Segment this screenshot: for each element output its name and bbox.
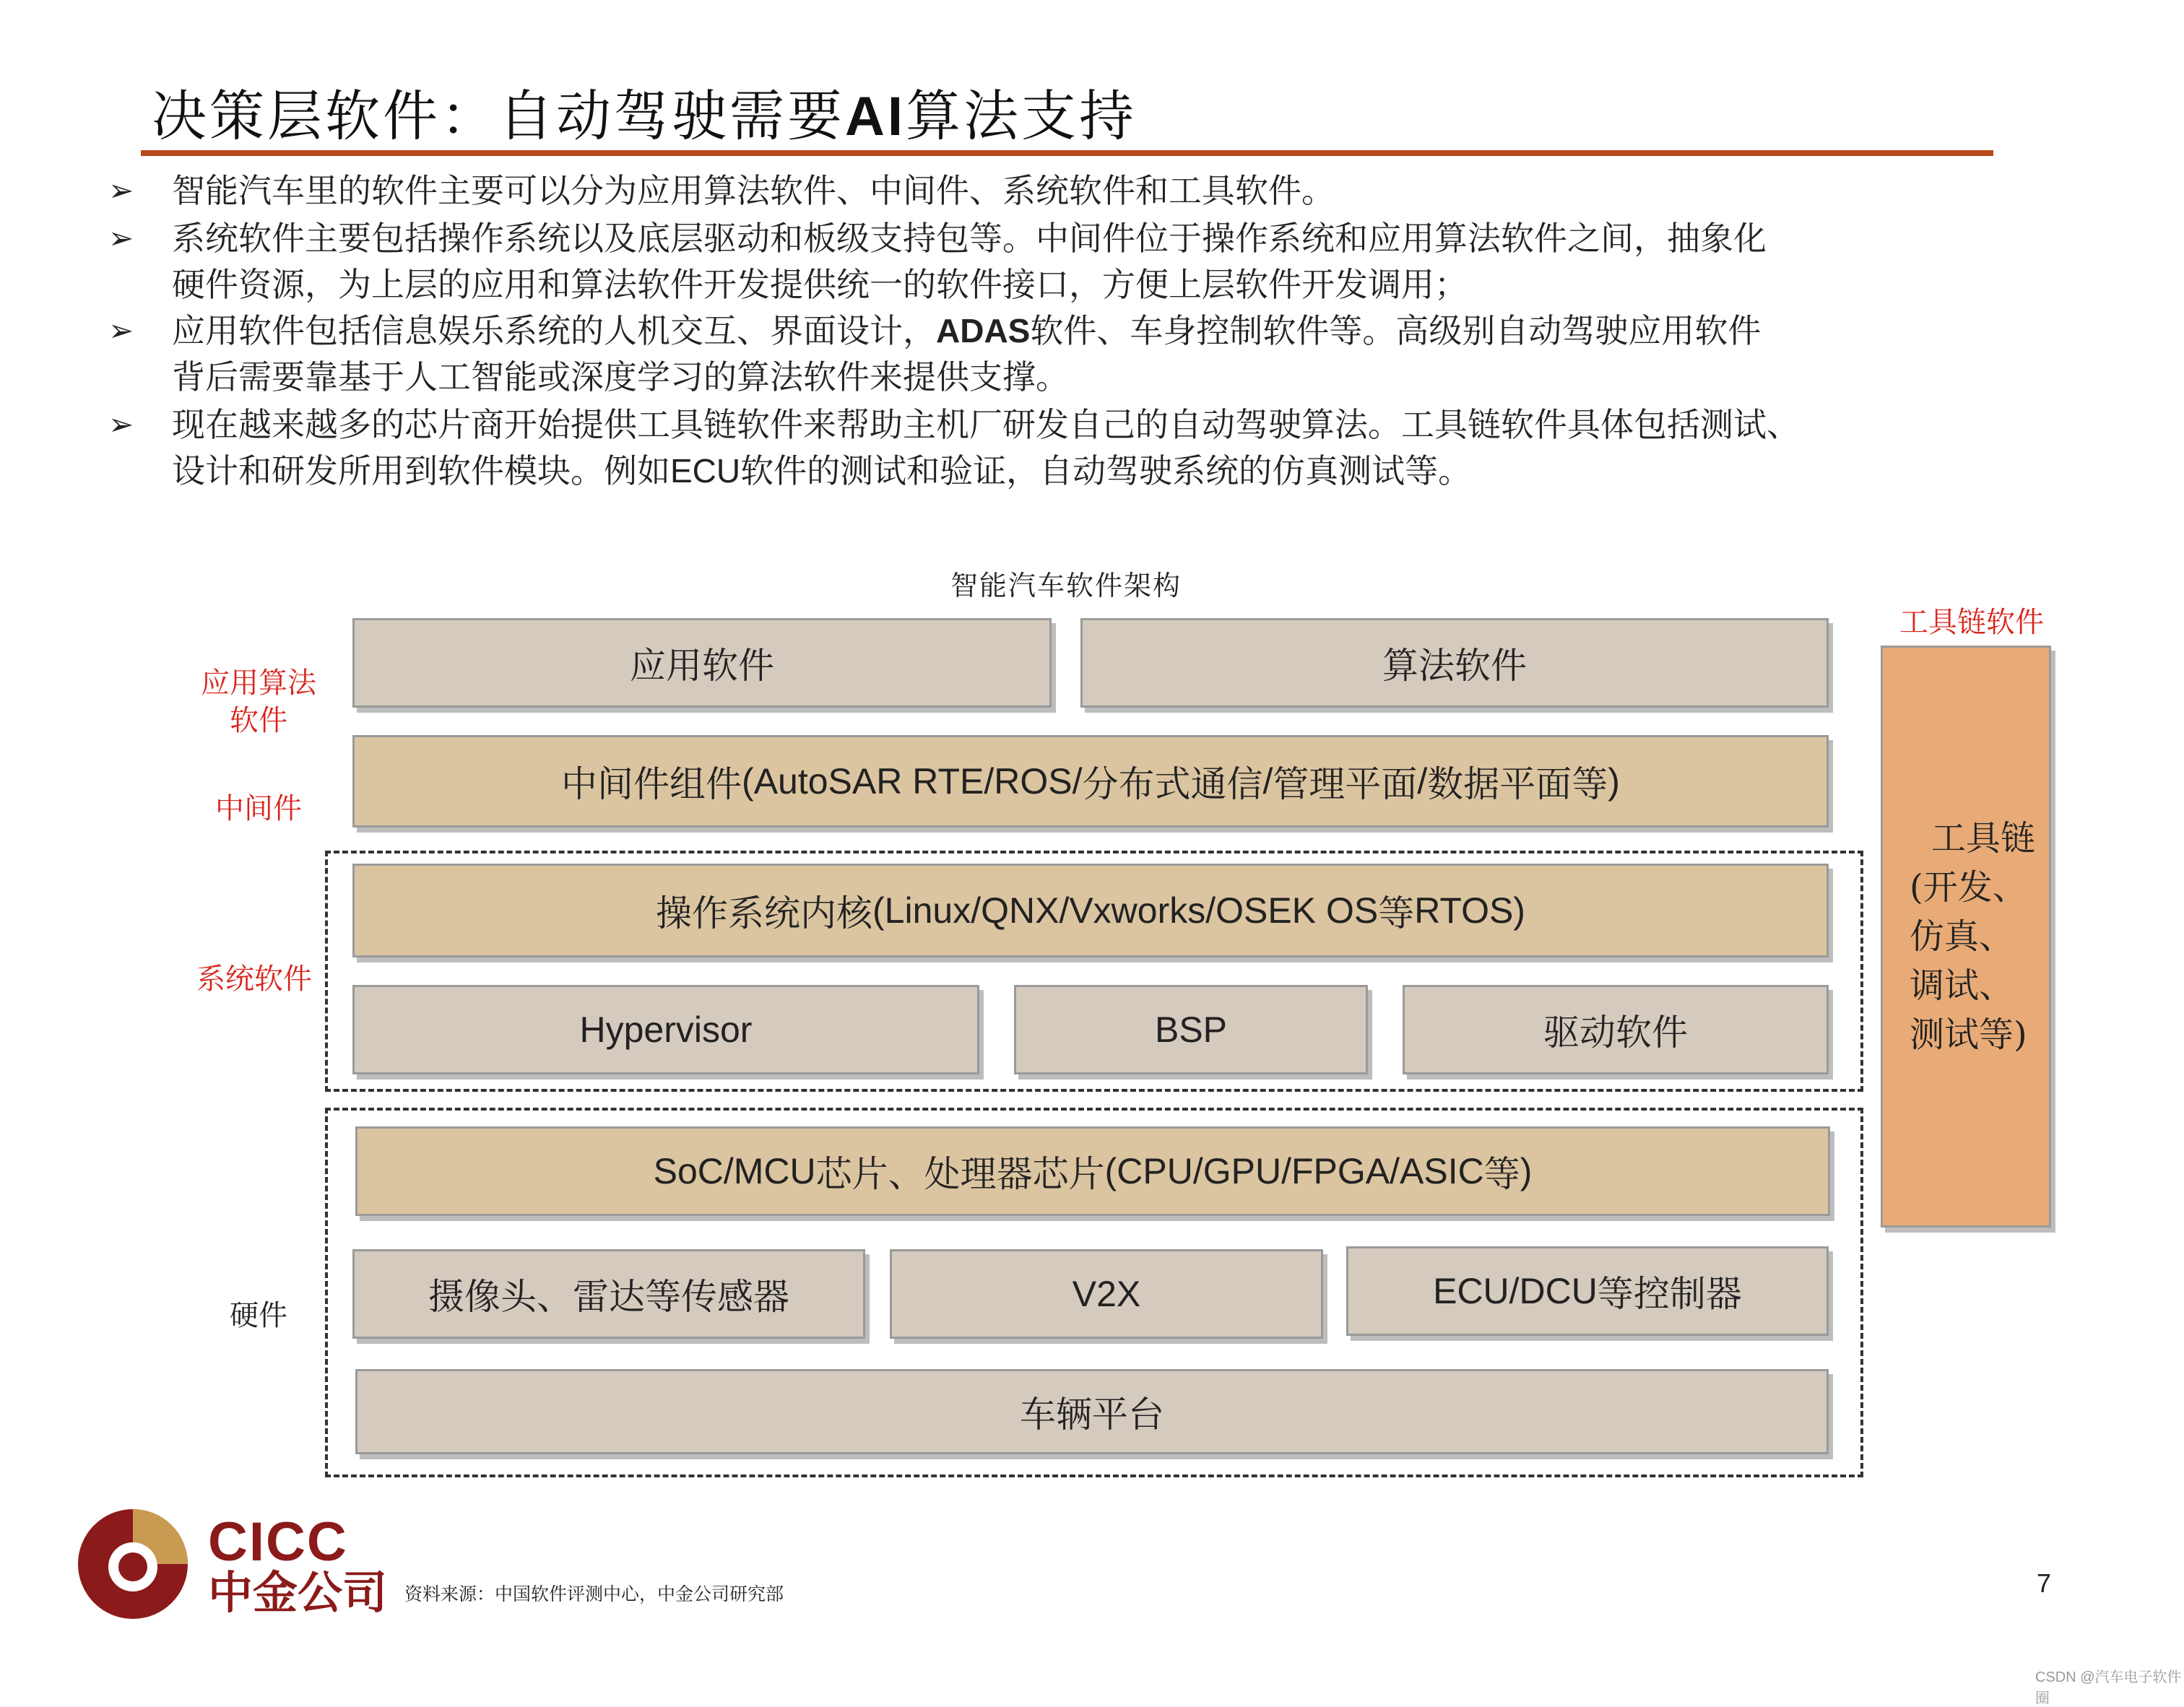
label-hardware: 硬件 [230,1299,287,1332]
title-prefix: 决策层软件：自动驾驶需要 [152,84,845,148]
page-title [152,72,1137,151]
bullet-line: 应用软件包括信息娱乐系统的人机交互、界面设计，ADAS软件、车身控制软件等。高级别自动驾驶应用软件 [172,311,1762,350]
bullet-line: 硬件资源，为上层的应用和算法软件开发提供统一的软件接口，方便上层软件开发调用； [172,265,1468,304]
bullet-line: 设计和研发所用到软件模块。例如ECU软件的测试和验证，自动驾驶系统的仿真测试等。 [172,451,1472,490]
logo-text-en: CICC [208,1511,348,1573]
bullet-line: 现在越来越多的芯片商开始提供工具链软件来帮助主机厂研发自己的自动驾驶算法。工具链软件具体包括测试、 [172,405,1800,444]
bullet-2 [108,215,2087,308]
bullet-arrow-icon: ➢ [108,313,134,348]
app-software-box: 应用软件 [352,618,1052,708]
title-ai: AI [845,86,906,147]
diagram-title: 智能汽车软件架构 [950,570,1182,601]
label-toolchain: 工具链软件 [1899,606,2044,639]
bullet-line: 系统软件主要包括操作系统以及底层驱动和板级支持包等。中间件位于操作系统和应用算法软件之间，抽象化 [172,219,1767,258]
bullet-arrow-icon: ➢ [108,173,134,208]
watermark: CSDN @汽车电子软件圈 [2035,1669,2182,1706]
source-note: 资料来源：中国软件评测中心，中金公司研究部 [404,1584,784,1604]
toolchain-box: 工具链 (开发、 仿真、 调试、 测试等) [1881,646,2051,1228]
bullet-1 [108,168,2087,214]
cicc-logo-icon [75,1506,191,1622]
bullet-line: 智能汽车里的软件主要可以分为应用算法软件、中间件、系统软件和工具软件。 [172,171,1335,210]
algo-software-box: 算法软件 [1080,618,1829,708]
v2x-box: V2X [890,1249,1323,1339]
sensors-box: 摄像头、雷达等传感器 [352,1249,865,1339]
title-suffix: 算法支持 [906,84,1137,148]
logo-text-cn: 中金公司 [208,1566,388,1619]
middleware-box: 中间件组件 (AutoSAR RTE/ROS/ 分布式通信 / 管理平面 / 数据平面等 ) [352,735,1829,828]
driver-software-box: 驱动软件 [1403,985,1829,1074]
bullet-arrow-icon: ➢ [108,220,134,256]
page-number: 7 [2037,1568,2052,1598]
os-kernel-box: 操作系统内核 (Linux/QNX/Vxworks/OSEK OS 等 RTOS) [352,864,1829,957]
label-system-software: 系统软件 [196,963,312,996]
vehicle-platform-box: 车辆平台 [355,1369,1829,1454]
soc-chip-box: SoC/MCU 芯片、处理器芯片 (CPU/GPU/FPGA/ASIC 等 ) [355,1126,1830,1216]
bsp-box: BSP [1014,985,1368,1074]
label-middleware: 中间件 [215,792,302,825]
ecu-dcu-box: ECU/DCU 等控制器 [1346,1246,1829,1336]
hypervisor-box: Hypervisor [352,985,979,1074]
bullet-arrow-icon: ➢ [108,407,134,442]
bullet-4 [108,401,2087,494]
bullet-3 [108,308,2087,400]
label-app-algo: 应用算法 软件 [201,666,316,737]
title-rule [141,150,1993,156]
bullet-line: 背后需要靠基于人工智能或深度学习的算法软件来提供支撑。 [172,357,1069,396]
